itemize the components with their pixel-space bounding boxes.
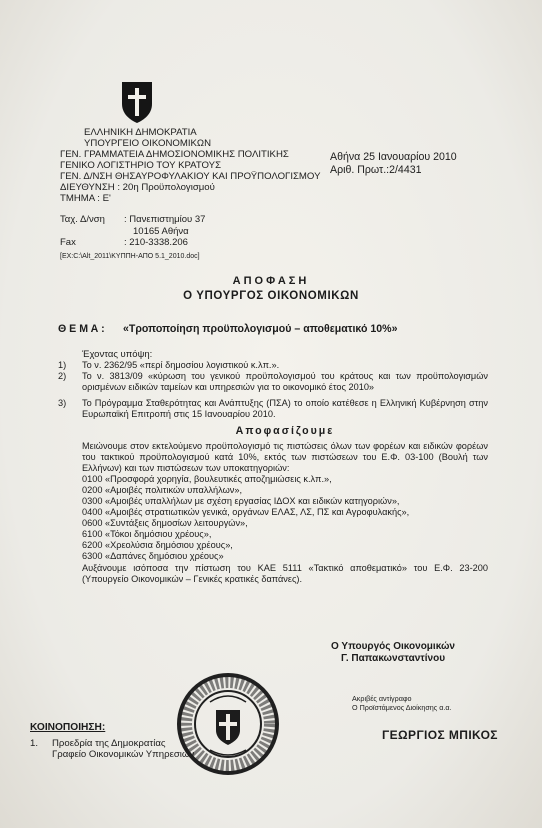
decision-body (58, 349, 488, 585)
decision-title: ΑΠΟΦΑΣΗ (232, 275, 310, 287)
list-item: 0400 «Αμοιβές στρατιωτικών γενικά, οργάνων ΕΛΑΣ, ΛΣ, ΠΣ και Αγροφυλακής», (82, 507, 410, 517)
signature-name: Γ. Παπακωνσταντίνου (340, 653, 446, 664)
header-line: ΥΠΟΥΡΓΕΙΟ ΟΙΚΟΝΟΜΙΚΩΝ (84, 138, 211, 149)
notify-heading: ΚΟΙΝΟΠΟΙΗΣΗ: (30, 722, 106, 733)
certified-copy (352, 694, 452, 712)
minister-signature (308, 641, 478, 665)
contact-block (60, 214, 205, 262)
having-regard: Έχοντας υπόψη: (82, 349, 153, 360)
notify-recipient: Γραφείο Οικονομικών Υπηρεσιών (52, 749, 195, 760)
list-item: 1) Το ν. 2362/95 «περί δημοσίου λογιστικού κ.λπ.». (58, 360, 280, 370)
list-item: 0100 «Προσφορά χορηγία, βουλευτικές αποζημιώσεις κ.λπ.», (82, 474, 332, 484)
certifier-name: ΓΕΩΡΓΙΟΣ ΜΠΙΚΟΣ (382, 728, 498, 742)
postcode-value: 10165 Αθήνα (133, 225, 189, 237)
notify-number: 1. (30, 737, 39, 749)
greek-emblem-icon (118, 80, 156, 124)
list-item: 6200 «Χρεολύσια δημόσιου χρέους», (82, 540, 233, 550)
fax-label: Fax (60, 237, 76, 248)
header-line: ΕΛΛΗΝΙΚΗ ΔΗΜΟΚΡΑΤΙΑ (84, 127, 197, 138)
header-line: ΔΙΕΥΘΥΝΣΗ : 20η Προϋπολογισμού (60, 182, 215, 193)
file-reference: [EX:C:\Alt_2011\ΚΥΠΠΗ-ΑΠΟ 5.1_2010.doc] (60, 252, 200, 260)
subject-text: «Τροποποίηση προϋπολογισμού – αποθεματικό 10%» (122, 323, 398, 335)
list-item: 0200 «Αμοιβές πολιτικών υπαλλήλων», (82, 485, 243, 495)
list-item: 6300 «Δαπάνες δημόσιου χρέους» (82, 551, 224, 561)
document-date: Αθήνα 25 Ιανουαρίου 2010 (330, 151, 457, 163)
increase-paragraph: Αυξάνουμε ισόποσα την πίστωση του ΚΑΕ 5111 «Τακτικό αποθεματικό» του Ε.Φ. 23-200 (Υπουργείο Οικονομικών – Γενικές κρατικές δαπάνες). (82, 563, 488, 584)
list-item: 2) Το ν. 3813/09 «κύρωση του γενικού προϋπολογισμού του κράτους και των προϋπολογισμών ορισμένων ειδικών ταμείων και υπηρεσιών για το οικονομικό έτος 2010» (58, 371, 488, 392)
subject-label: Θ Ε Μ Α : (58, 323, 105, 335)
address-label: Ταχ. Δ/νση (60, 214, 105, 225)
fax-value: : 210-3338.206 (124, 237, 188, 248)
protocol-number: Αριθ. Πρωτ.:2/4431 (330, 163, 422, 176)
signature-title: Ο Υπουργός Οικονομικών (331, 641, 455, 652)
reduction-paragraph: Μειώνουμε στον εκτελούμενο προϋπολογισμό τις πιστώσεις όλων των φορέων και ειδικών φορέων του τακτικού προϋπολογισμού κατά 10%, εκτός των πιστώσεων του Ε.Φ. 03-100 (Βουλή των Ελλήνων) και των πιστώσεων των υποκατηγοριών: (82, 441, 488, 473)
exempt-codes-list (58, 474, 488, 562)
date-protocol (330, 151, 457, 176)
header-line: ΓΕΝ. Δ/ΝΣΗ ΘΗΣΑΥΡΟΦΥΛΑΚΙΟΥ ΚΑΙ ΠΡΟΫΠΟΛΟΓΙΣΜΟΥ (60, 171, 321, 182)
certified-line: Ο Προϊστάμενος Διοίκησης α.α. (352, 703, 452, 712)
we-decide-heading: Αποφασίζουμε (235, 425, 335, 437)
list-item: 0600 «Συντάξεις δημοσίων λειτουργών», (82, 518, 248, 528)
header-line: ΓΕΝΙΚΟ ΛΟΓΙΣΤΗΡΙΟ ΤΟΥ ΚΡΑΤΟΥΣ (60, 160, 222, 171)
certified-line: Ακριβές αντίγραφο (352, 694, 412, 703)
list-item: 3) Το Πρόγραμμα Σταθερότητας και Ανάπτυξης (ΠΣΑ) το οποίο κατέθεσε η Ελληνική Κυβέρνηση στην Ευρωπαϊκή Επιτροπή στις 15 Ιανουαρίου 2010. (58, 398, 488, 419)
subject-line (58, 323, 397, 335)
header-line: ΤΜΗΜΑ : Ε' (60, 193, 111, 204)
notification-block (30, 722, 194, 761)
address-value: : Πανεπιστημίου 37 (124, 214, 206, 225)
list-item: 0300 «Αμοιβές υπαλλήλων με σχέση εργασίας ΙΔΟΧ και ειδικών κατηγοριών», (82, 496, 400, 506)
list-item: 6100 «Τόκοι δημόσιου χρέους», (82, 529, 212, 539)
minister-title: Ο ΥΠΟΥΡΓΟΣ ΟΙΚΟΝΟΜΙΚΩΝ (183, 290, 359, 302)
issuing-authority (60, 127, 320, 204)
notify-recipient: Προεδρία της Δημοκρατίας (52, 737, 166, 749)
header-line: ΓΕΝ. ΓΡΑΜΜΑΤΕΙΑ ΔΗΜΟΣΙΟΝΟΜΙΚΗΣ ΠΟΛΙΤΙΚΗΣ (60, 149, 289, 160)
